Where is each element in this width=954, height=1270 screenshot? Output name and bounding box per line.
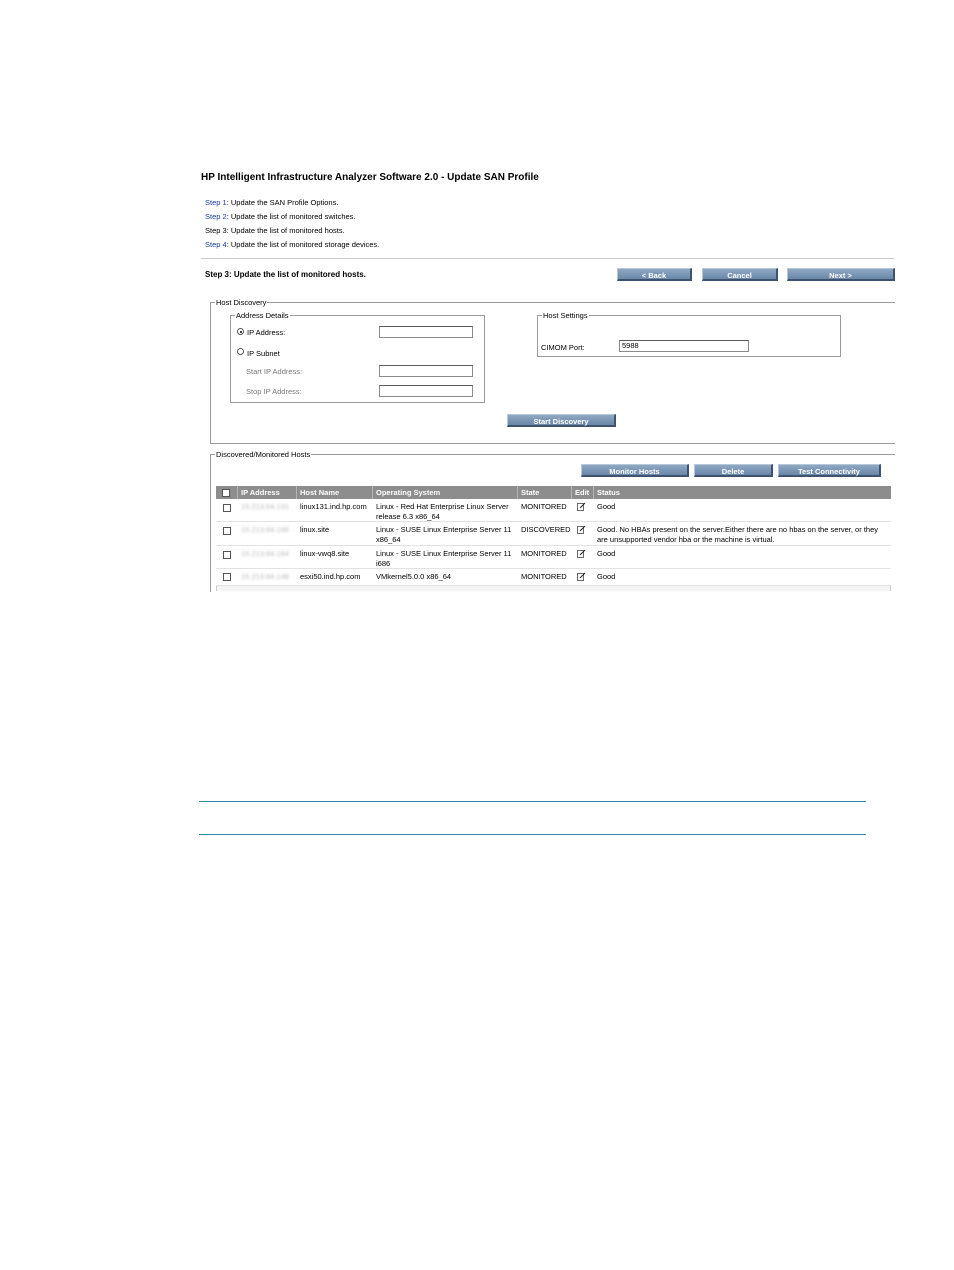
- delete-button[interactable]: Delete: [694, 464, 773, 477]
- status-cell: Good: [597, 502, 616, 511]
- test-connectivity-button[interactable]: Test Connectivity: [778, 464, 881, 477]
- step-4-link[interactable]: Step 4: [205, 240, 227, 249]
- col-host-name[interactable]: Host Name: [296, 486, 372, 499]
- step-2-text: : Update the list of monitored switches.: [226, 212, 356, 221]
- col-edit: Edit: [571, 486, 593, 499]
- current-step-heading: Step 3: Update the list of monitored hosts.: [205, 270, 366, 279]
- cancel-button[interactable]: Cancel: [702, 268, 778, 281]
- edit-icon[interactable]: [577, 549, 586, 558]
- step-3-text: Step 3: Update the list of monitored hosts.: [205, 226, 345, 235]
- monitored-hosts-legend: Discovered/Monitored Hosts: [216, 450, 311, 459]
- note-bottom-rule: [199, 834, 866, 835]
- table-row: [216, 522, 891, 546]
- ip-subnet-label: IP Subnet: [247, 349, 280, 358]
- stop-ip-label: Stop IP Address:: [246, 387, 302, 396]
- os-cell: Linux - SUSE Linux Enterprise Server 11 i686: [376, 549, 512, 568]
- row-checkbox[interactable]: [223, 527, 231, 535]
- host-discovery-legend: Host Discovery: [216, 298, 267, 307]
- status-cell: Good: [597, 549, 616, 558]
- col-operating-system[interactable]: Operating System: [372, 486, 518, 499]
- ip-address-radio[interactable]: [237, 328, 244, 335]
- ip-address-cell: 15.213.64.164: [241, 549, 289, 558]
- step-4: [205, 239, 379, 253]
- start-discovery-button[interactable]: Start Discovery: [507, 414, 616, 427]
- table-footer: [216, 586, 891, 591]
- col-ip-address[interactable]: IP Address: [237, 486, 298, 499]
- col-state[interactable]: State: [517, 486, 572, 499]
- step-3: [205, 225, 379, 239]
- row-checkbox[interactable]: [223, 504, 231, 512]
- table-row: [216, 569, 891, 586]
- host-name-cell: esxi50.ind.hp.com: [300, 572, 361, 581]
- ip-subnet-radio[interactable]: [237, 348, 244, 355]
- wizard-steps: [205, 197, 379, 253]
- os-cell: VMkernel5.0.0 x86_64: [376, 572, 452, 581]
- table-row: [216, 546, 891, 569]
- row-checkbox[interactable]: [223, 551, 231, 559]
- col-status[interactable]: Status: [593, 486, 891, 499]
- cimom-port-input[interactable]: 5988: [619, 340, 749, 352]
- edit-icon[interactable]: [577, 502, 586, 511]
- ip-address-cell: 15.213.64.131: [241, 502, 289, 511]
- ip-address-input[interactable]: [379, 326, 473, 338]
- step-1: [205, 197, 379, 211]
- cimom-port-label: CIMOM Port:: [541, 343, 585, 352]
- hosts-table-header: [216, 486, 891, 499]
- start-ip-input[interactable]: [379, 365, 473, 377]
- select-all-checkbox[interactable]: [222, 489, 230, 497]
- host-name-cell: linux.site: [300, 525, 330, 534]
- os-cell: Linux - SUSE Linux Enterprise Server 11 x86_64: [376, 525, 512, 544]
- step-1-text: : Update the SAN Profile Options.: [226, 198, 339, 207]
- step-4-text: : Update the list of monitored storage devices.: [226, 240, 380, 249]
- host-name-cell: linux-vwq8.site: [300, 549, 350, 558]
- os-cell: Linux - Red Hat Enterprise Linux Server release 6.3 x86_64: [376, 502, 509, 521]
- stop-ip-input[interactable]: [379, 385, 473, 397]
- host-settings-legend: Host Settings: [543, 311, 588, 320]
- start-ip-label: Start IP Address:: [246, 367, 303, 376]
- ip-address-label: IP Address:: [247, 328, 286, 337]
- state-cell: MONITORED: [521, 572, 567, 581]
- state-cell: MONITORED: [521, 502, 567, 511]
- edit-icon[interactable]: [577, 525, 586, 534]
- state-cell: DISCOVERED: [521, 525, 571, 534]
- divider: [201, 258, 894, 259]
- step-1-link[interactable]: Step 1: [205, 198, 227, 207]
- page-title: HP Intelligent Infrastructure Analyzer Software 2.0 - Update SAN Profile: [201, 172, 539, 183]
- ip-address-cell: 15.213.64.168: [241, 525, 289, 534]
- monitor-hosts-button[interactable]: Monitor Hosts: [581, 464, 689, 477]
- status-cell: Good. No HBAs present on the server.Either there are no hbas on the server, or they are unsupported vendor hba or the machine is virtual.: [597, 525, 878, 544]
- ip-address-cell: 15.213.64.148: [241, 572, 289, 581]
- state-cell: MONITORED: [521, 549, 567, 558]
- edit-icon[interactable]: [577, 572, 586, 581]
- back-button[interactable]: < Back: [617, 268, 692, 281]
- step-2: [205, 211, 379, 225]
- step-2-link[interactable]: Step 2: [205, 212, 227, 221]
- next-button[interactable]: Next >: [787, 268, 895, 281]
- address-details-legend: Address Details: [236, 311, 289, 320]
- host-name-cell: linux131.ind.hp.com: [300, 502, 367, 511]
- table-row: [216, 499, 891, 522]
- note-top-rule: [199, 801, 866, 802]
- status-cell: Good: [597, 572, 616, 581]
- row-checkbox[interactable]: [223, 573, 231, 581]
